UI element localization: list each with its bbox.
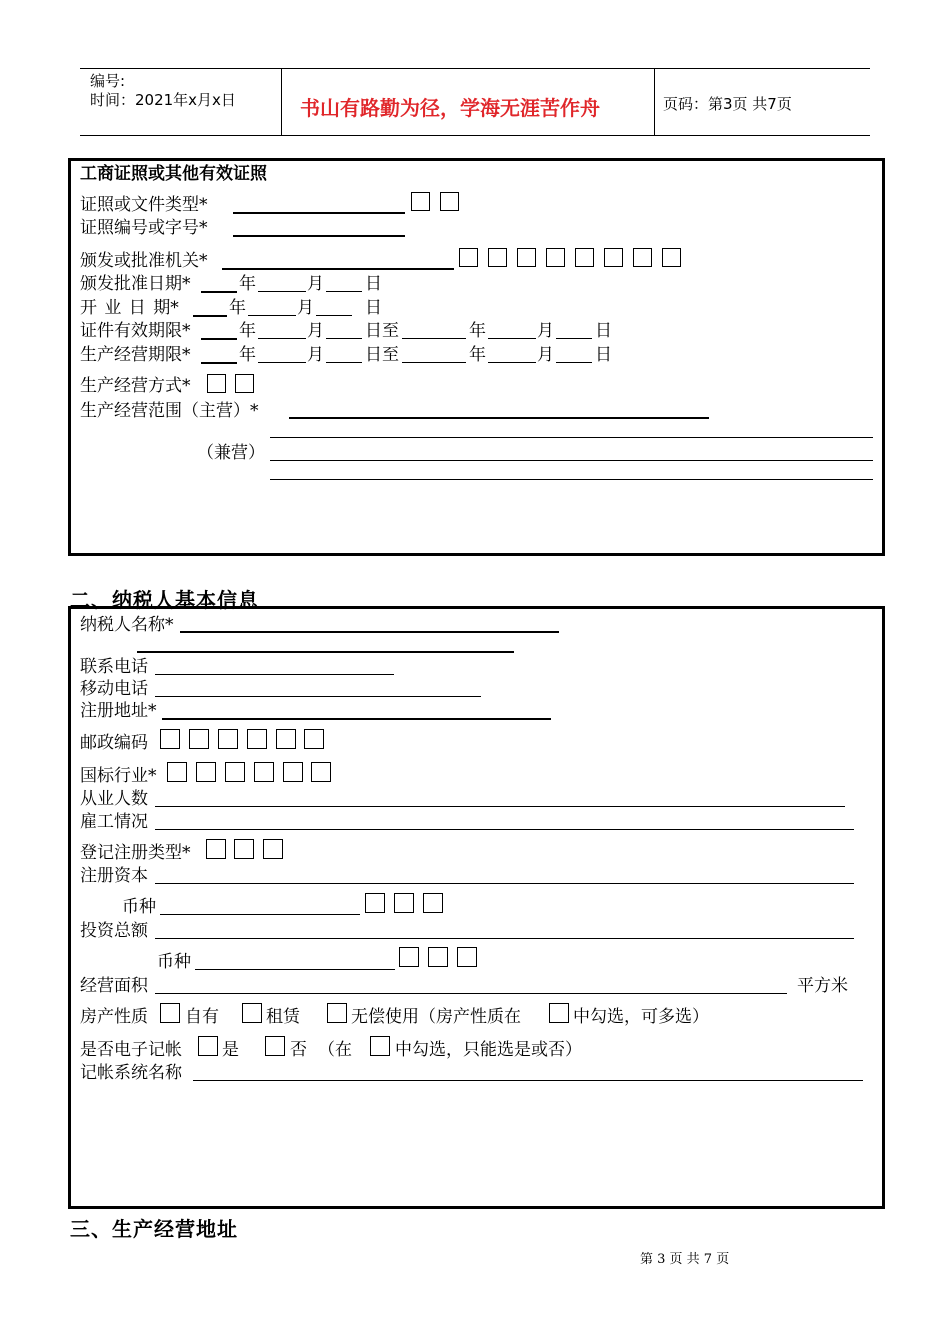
- ebook-label: 是否电子记帐: [80, 1040, 182, 1060]
- month-unit: 月: [537, 345, 554, 365]
- capital-currency-box[interactable]: [423, 893, 443, 913]
- oper-from-day[interactable]: [326, 362, 362, 363]
- day-unit: 日: [365, 274, 382, 294]
- oper-to-day[interactable]: [556, 362, 592, 363]
- page-counter: 页码：第3页 共7页: [663, 95, 792, 113]
- approve-month-field[interactable]: [258, 291, 306, 292]
- authority-label: 颁发或批准机关*: [80, 251, 208, 271]
- oper-from-year[interactable]: [201, 362, 237, 364]
- license-type-field[interactable]: [233, 212, 405, 214]
- authority-code-box[interactable]: [517, 248, 536, 267]
- open-date-label: 开 业 日 期*: [80, 298, 179, 318]
- authority-code-box[interactable]: [604, 248, 623, 267]
- phone-label: 联系电话: [80, 657, 148, 677]
- ebook-yes-checkbox[interactable]: [198, 1036, 218, 1056]
- valid-period-label: 证件有效期限*: [80, 321, 191, 341]
- property-own-label: 自有: [185, 1007, 219, 1027]
- investment-field[interactable]: [155, 938, 854, 939]
- phone-field[interactable]: [155, 674, 394, 675]
- section-2-title: 二、纳税人基本信息: [70, 588, 259, 612]
- document-number-label: 编号:: [90, 72, 126, 90]
- scope-side-label: （兼营）: [197, 443, 265, 463]
- day-unit: 日: [365, 298, 382, 318]
- area-field[interactable]: [155, 993, 787, 994]
- authority-code-box[interactable]: [546, 248, 565, 267]
- year-unit: 年: [239, 274, 256, 294]
- staff-count-label: 从业人数: [80, 789, 148, 809]
- mobile-label: 移动电话: [80, 679, 148, 699]
- investment-currency-field[interactable]: [195, 969, 395, 970]
- ebook-no-checkbox[interactable]: [265, 1036, 285, 1056]
- month-unit: 月: [297, 298, 314, 318]
- authority-code-box[interactable]: [459, 248, 478, 267]
- approve-year-field[interactable]: [201, 291, 237, 293]
- legend-checkbox-icon: [549, 1003, 569, 1023]
- postcode-label: 邮政编码: [80, 733, 148, 753]
- investment-currency-box[interactable]: [457, 947, 477, 967]
- ebook-yes-label: 是: [222, 1040, 239, 1060]
- scope-main-field[interactable]: [289, 417, 709, 419]
- year-unit: 年: [239, 345, 256, 365]
- valid-to-day[interactable]: [556, 338, 592, 339]
- postcode-digit-box[interactable]: [276, 729, 296, 749]
- month-unit: 月: [307, 345, 324, 365]
- property-label: 房产性质: [80, 1007, 148, 1027]
- oper-from-month[interactable]: [258, 362, 306, 363]
- license-section-title: 工商证照或其他有效证照: [80, 164, 267, 184]
- authority-code-box[interactable]: [633, 248, 652, 267]
- mobile-field[interactable]: [155, 696, 481, 697]
- month-unit: 月: [537, 321, 554, 341]
- industry-label: 国标行业*: [80, 766, 157, 786]
- postcode-digit-box[interactable]: [304, 729, 324, 749]
- regtype-code-box[interactable]: [234, 839, 254, 859]
- address-field[interactable]: [162, 718, 551, 720]
- capital-currency-box[interactable]: [365, 893, 385, 913]
- ebook-no-label: 否: [290, 1040, 307, 1060]
- investment-currency-box[interactable]: [399, 947, 419, 967]
- approve-day-field[interactable]: [326, 291, 362, 292]
- oper-to-year[interactable]: [402, 362, 466, 363]
- page-footer: 第 3 页 共 7 页: [640, 1252, 730, 1267]
- investment-label: 投资总额: [80, 921, 148, 941]
- scope-main-extra-line[interactable]: [270, 437, 873, 438]
- area-unit: 平方米: [797, 976, 848, 996]
- taxpayer-name-field[interactable]: [180, 631, 559, 633]
- capital-currency-field[interactable]: [160, 914, 360, 915]
- property-free-checkbox[interactable]: [327, 1003, 347, 1023]
- capital-currency-box[interactable]: [394, 893, 414, 913]
- license-type-box[interactable]: [411, 192, 430, 211]
- year-unit: 年: [239, 321, 256, 341]
- valid-from-day[interactable]: [326, 338, 362, 339]
- oper-to-month[interactable]: [488, 362, 536, 363]
- oper-method-box[interactable]: [235, 374, 254, 393]
- year-unit: 年: [229, 298, 246, 318]
- day-unit: 日: [595, 345, 612, 365]
- capital-field[interactable]: [155, 883, 854, 884]
- industry-code-box[interactable]: [225, 762, 245, 782]
- year-unit: 年: [469, 321, 486, 341]
- staff-count-field[interactable]: [155, 806, 845, 807]
- system-name-label: 记帐系统名称: [80, 1063, 182, 1083]
- industry-code-box[interactable]: [311, 762, 331, 782]
- capital-currency-label: 币种: [122, 897, 156, 917]
- scope-main-label: 生产经营范围（主营）*: [80, 401, 259, 421]
- hire-field[interactable]: [155, 829, 854, 830]
- taxpayer-name-extra-line[interactable]: [137, 651, 514, 653]
- postcode-digit-box[interactable]: [189, 729, 209, 749]
- industry-code-box[interactable]: [196, 762, 216, 782]
- motto-text: 书山有路勤为径，学海无涯苦作舟: [300, 96, 600, 120]
- valid-to-year[interactable]: [402, 338, 466, 339]
- regtype-code-box[interactable]: [206, 839, 226, 859]
- address-label: 注册地址*: [80, 701, 157, 721]
- regtype-label: 登记注册类型*: [80, 843, 191, 863]
- month-unit: 月: [307, 274, 324, 294]
- valid-from-year[interactable]: [201, 338, 237, 340]
- authority-code-box[interactable]: [662, 248, 681, 267]
- postcode-digit-box[interactable]: [218, 729, 238, 749]
- scope-side-field[interactable]: [270, 460, 873, 461]
- open-month-field[interactable]: [248, 315, 296, 316]
- open-day-field[interactable]: [316, 315, 352, 316]
- oper-method-box[interactable]: [207, 374, 226, 393]
- license-number-label: 证照编号或字号*: [80, 218, 208, 238]
- oper-period-label: 生产经营期限*: [80, 345, 191, 365]
- license-type-box[interactable]: [440, 192, 459, 211]
- valid-from-month[interactable]: [258, 338, 306, 339]
- document-time-label: 时间：2021年x月x日: [90, 91, 236, 109]
- to-label: 日至: [365, 345, 399, 365]
- industry-code-box[interactable]: [254, 762, 274, 782]
- ebook-note-end: 中勾选，只能选是或否）: [395, 1040, 582, 1060]
- ebook-note-start: （在: [318, 1040, 352, 1060]
- industry-code-box[interactable]: [283, 762, 303, 782]
- day-unit: 日: [595, 321, 612, 341]
- license-type-label: 证照或文件类型*: [80, 195, 208, 215]
- authority-code-box[interactable]: [488, 248, 507, 267]
- regtype-code-box[interactable]: [263, 839, 283, 859]
- property-note: 中勾选，可多选）: [573, 1007, 709, 1027]
- system-name-field[interactable]: [193, 1080, 863, 1081]
- valid-to-month[interactable]: [488, 338, 536, 339]
- scope-side-extra-line[interactable]: [270, 479, 873, 480]
- to-label: 日至: [365, 321, 399, 341]
- open-year-field[interactable]: [193, 315, 227, 317]
- section-3-title: 三、生产经营地址: [70, 1217, 238, 1241]
- hire-label: 雇工情况: [80, 812, 148, 832]
- month-unit: 月: [307, 321, 324, 341]
- property-rent-label: 租赁: [266, 1007, 300, 1027]
- taxpayer-name-label: 纳税人名称*: [80, 615, 174, 635]
- property-rent-checkbox[interactable]: [242, 1003, 262, 1023]
- oper-method-label: 生产经营方式*: [80, 376, 191, 396]
- postcode-digit-box[interactable]: [160, 729, 180, 749]
- property-own-checkbox[interactable]: [160, 1003, 180, 1023]
- authority-code-box[interactable]: [575, 248, 594, 267]
- approve-date-label: 颁发批准日期*: [80, 274, 191, 294]
- industry-code-box[interactable]: [167, 762, 187, 782]
- license-number-field[interactable]: [233, 235, 405, 237]
- investment-currency-box[interactable]: [428, 947, 448, 967]
- property-free-label: 无偿使用（房产性质在: [351, 1007, 521, 1027]
- legend-checkbox-icon: [370, 1036, 390, 1056]
- capital-label: 注册资本: [80, 866, 148, 886]
- investment-currency-label: 币种: [157, 952, 191, 972]
- postcode-digit-box[interactable]: [247, 729, 267, 749]
- area-label: 经营面积: [80, 976, 148, 996]
- authority-field[interactable]: [222, 268, 454, 270]
- year-unit: 年: [469, 345, 486, 365]
